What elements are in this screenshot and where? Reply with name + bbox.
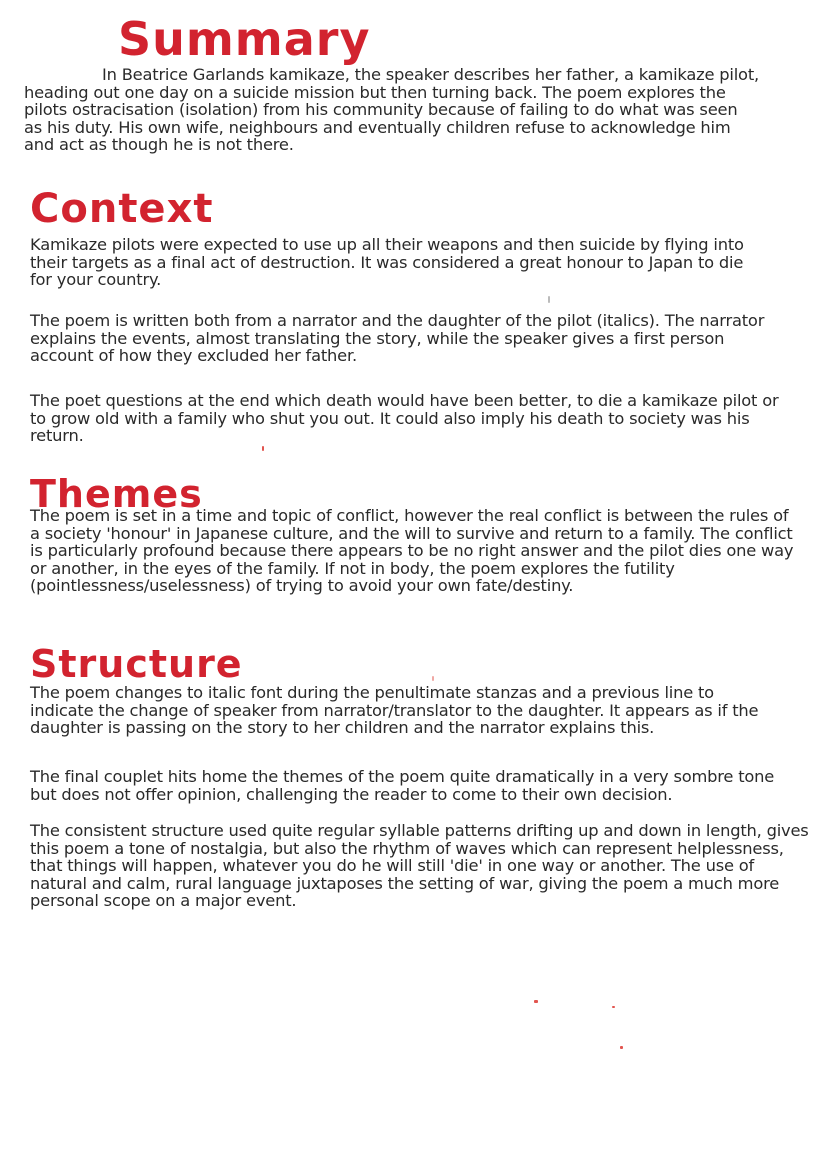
structure-heading: Structure [30, 642, 243, 686]
structure-paragraph-1: The poem changes to italic font during the penultimate stanzas and a previous line to indicate the change of speaker from narrator/translator to the daughter. It appears as if the daughter is passing on the story to her children and the narrator explains this. [30, 683, 759, 737]
context-paragraph-2: The poem is written both from a narrator and the daughter of the pilot (italics). The narrator explains the events, almost translating the story, while the speaker gives a first person account of how they excluded her father. [30, 311, 765, 365]
ink-speck [432, 676, 434, 681]
themes-paragraph: The poem is set in a time and topic of conflict, however the real conflict is between the rules of a society 'honour' in Japanese culture, and the will to survive and return to a family. The conflict is particularly profound because there appears to be no right answer and the pilot dies one way or another, in the eyes of the family. If not in body, the poem explores the futility (pointlessness/uselessness) of trying to avoid your own fate/destiny. [30, 506, 794, 595]
summary-heading: Summary [118, 12, 371, 66]
context-heading: Context [30, 186, 214, 232]
context-paragraph-3: The poet questions at the end which death would have been better, to die a kamikaze pilot or to grow old with a family who shut you out. It could also imply his death to society was his return. [30, 391, 779, 445]
ink-speck [620, 1046, 623, 1049]
structure-paragraph-3: The consistent structure used quite regular syllable patterns drifting up and down in length, gives this poem a tone of nostalgia, but also the rhythm of waves which can represent helplessness, that things will happen, whatever you do he will still 'die' in one way or another. The use of natural and calm, rural language juxtaposes the setting of war, giving the poem a much more personal scope on a major event. [30, 821, 809, 910]
context-paragraph-1: Kamikaze pilots were expected to use up all their weapons and then suicide by flying into their targets as a final act of destruction. It was considered a great honour to Japan to die for your country. [30, 235, 744, 289]
summary-paragraph: In Beatrice Garlands kamikaze, the speaker describes her father, a kamikaze pilot, heading out one day on a suicide mission but then turning back. The poem explores the pilots ostracisation (isolation) from his community because of failing to do what was seen as his duty. His own wife, neighbours and eventually children refuse to acknowledge him and act as though he is not there. [24, 65, 759, 154]
themes-heading: Themes [30, 472, 203, 516]
ink-speck [612, 1006, 615, 1008]
ink-speck [534, 1000, 538, 1003]
structure-paragraph-2: The final couplet hits home the themes of the poem quite dramatically in a very sombre tone but does not offer opinion, challenging the reader to come to their own decision. [30, 767, 775, 804]
ink-speck [262, 446, 264, 451]
ink-speck [548, 296, 550, 303]
